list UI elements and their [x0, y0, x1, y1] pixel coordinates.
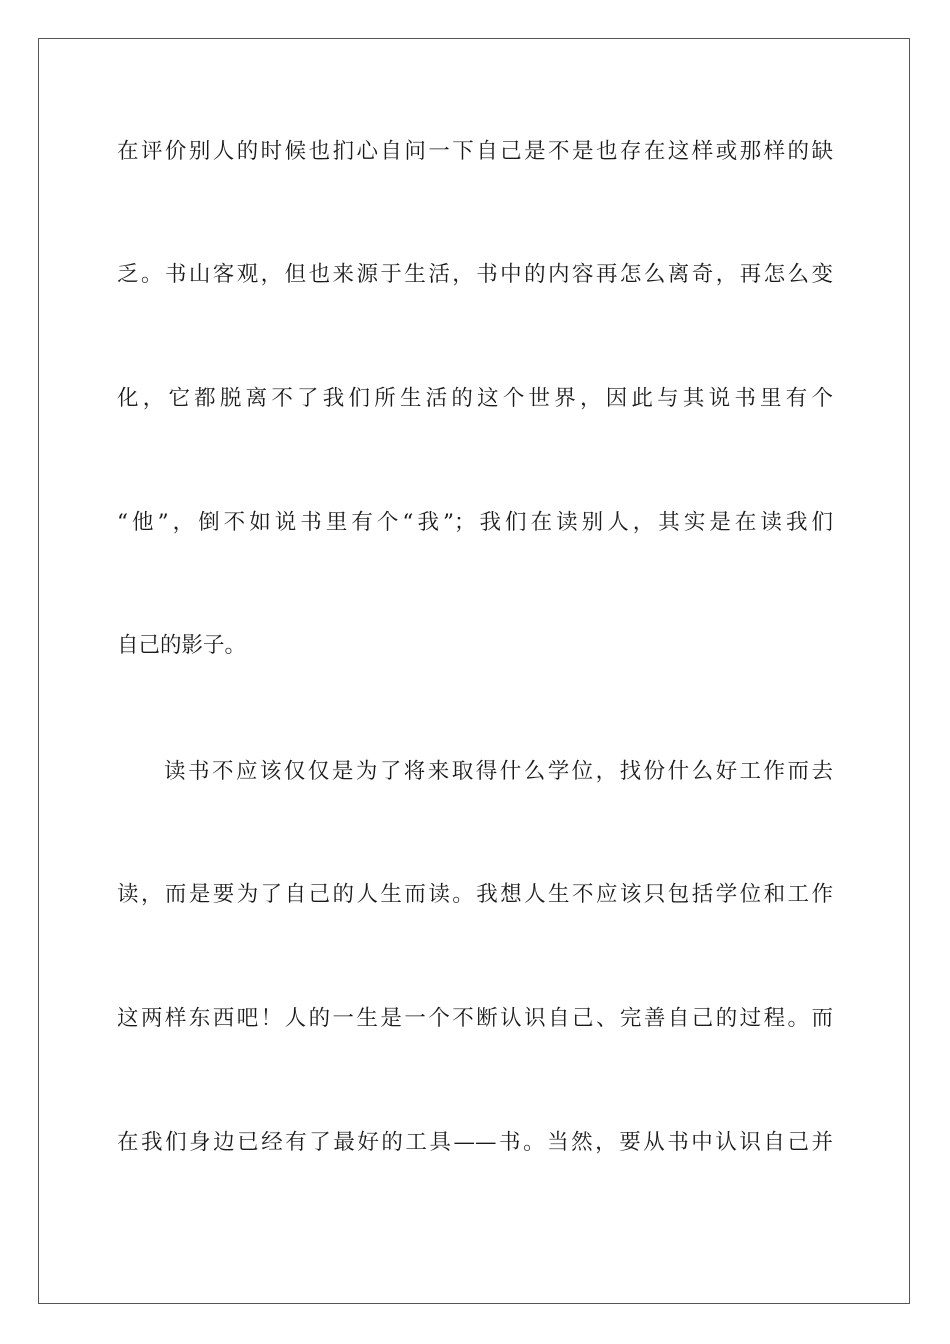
text-line-5: 自己的影子。 — [117, 633, 247, 658]
text-line-1: 在评价别人的时候也扪心自问一下自己是不是也存在这样或那样的缺 — [117, 139, 833, 164]
text-line-4: “他”，倒不如说书里有个“我”；我们在读别人，其实是在读我们 — [117, 510, 833, 535]
text-line-3: 化，它都脱离不了我们所生活的这个世界，因此与其说书里有个 — [117, 386, 833, 411]
paragraph-2-first-line: 读书不应该仅仅是为了将来取得什么学位，找份什么好工作而去 — [164, 759, 833, 784]
text-line-8: 这两样东西吧！人的一生是一个不断认识自己、完善自己的过程。而 — [117, 1006, 833, 1031]
text-line-2: 乏。书山客观，但也来源于生活，书中的内容再怎么离奇，再怎么变 — [117, 262, 833, 287]
page-border — [38, 38, 910, 1304]
text-line-9: 在我们身边已经有了最好的工具——书。当然，要从书中认识自己并 — [117, 1130, 833, 1155]
text-line-7: 读，而是要为了自己的人生而读。我想人生不应该只包括学位和工作 — [117, 882, 833, 907]
